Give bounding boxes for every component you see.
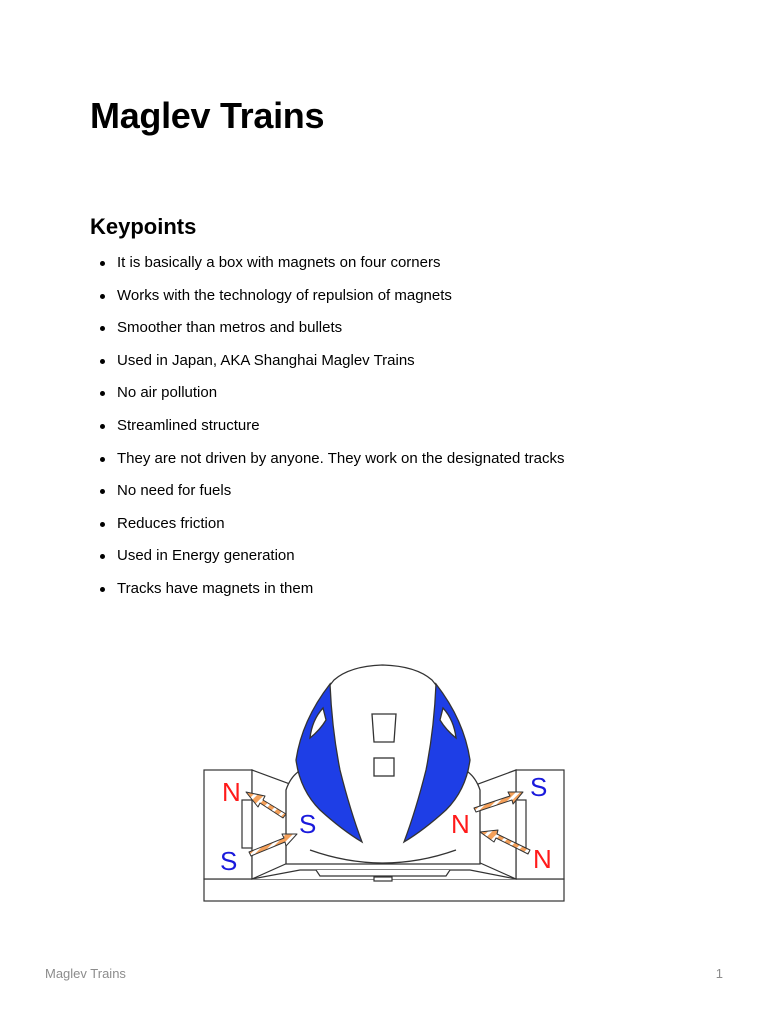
list-item: Used in Energy generation	[90, 543, 690, 576]
keypoints-heading: Keypoints	[90, 214, 197, 239]
track-base	[204, 879, 564, 901]
pole-label-train-left: S	[299, 809, 317, 839]
pole-label-left-lower: S	[220, 846, 238, 876]
list-item: No air pollution	[90, 380, 690, 413]
pole-label-right-lower: N	[533, 844, 552, 874]
list-item: Reduces friction	[90, 511, 690, 544]
pole-label-right-upper: S	[530, 772, 548, 802]
list-item: Streamlined structure	[90, 413, 690, 446]
list-item: Tracks have magnets in them	[90, 576, 690, 609]
list-item: Used in Japan, AKA Shanghai Maglev Trains	[90, 348, 690, 381]
list-item: They are not driven by anyone. They work on the designated tracks	[90, 446, 690, 479]
left-guideway	[204, 770, 290, 879]
keypoints-list	[90, 250, 690, 609]
footer-title: Maglev Trains	[45, 966, 126, 981]
list-item: Works with the technology of repulsion of magnets	[90, 283, 690, 316]
list-item: No need for fuels	[90, 478, 690, 511]
page-title: Maglev Trains	[90, 95, 325, 136]
page-number: 1	[715, 966, 723, 981]
pole-label-left-upper: N	[222, 777, 241, 807]
pole-label-train-right: N	[451, 809, 470, 839]
list-item: It is basically a box with magnets on four corners	[90, 250, 690, 283]
maglev-diagram	[200, 662, 570, 906]
list-item: Smoother than metros and bullets	[90, 315, 690, 348]
